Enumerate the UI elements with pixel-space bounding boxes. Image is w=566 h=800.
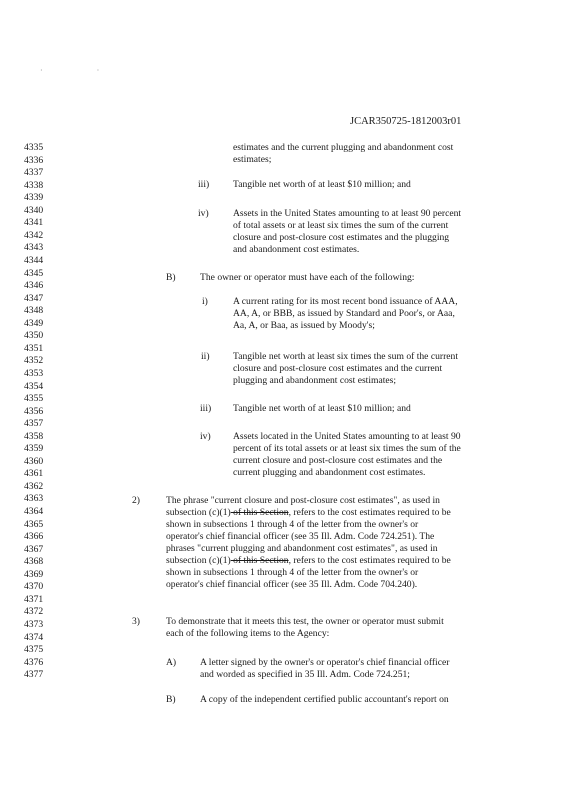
text-line: plugging and abandonment cost estimates; [233,375,397,386]
line-number: 4337 [24,167,44,179]
line-number: 4373 [24,618,44,630]
text-line: A current rating for its most recent bond issuance of AAA, [233,296,458,307]
text-line [166,555,451,567]
text-line: A copy of the independent certified public accountant's report on [200,694,449,705]
line-number: 4350 [24,330,44,342]
line-number: 4354 [24,380,44,392]
text-line: phrases "current plugging and abandonment cost estimates", as used in [166,543,438,554]
text-line: Assets in the United States amounting to at least 90 percent [233,208,462,219]
line-number: 4339 [24,192,44,204]
line-number: 4367 [24,543,44,555]
line-number: 4376 [24,656,44,668]
text-line [166,507,451,519]
line-number: 4365 [24,518,44,530]
list-marker: i) [202,296,208,307]
text-line: The owner or operator must have each of the following: [200,272,415,283]
list-marker: iv) [200,431,211,442]
line-number: 4372 [24,606,44,618]
text-line: current plugging and abandonment cost estimates. [233,467,426,478]
line-number: 4362 [24,480,44,492]
document-id: JCAR350725-1812003r01 [350,116,462,127]
line-number: 4347 [24,292,44,304]
text-line: estimates and the current plugging and abandonment cost [233,142,454,153]
text-line: each of the following items to the Agency: [166,628,330,639]
line-number: 4353 [24,367,44,379]
text-line: and worded as specified in 35 Ill. Adm. Code 724.251; [200,669,410,680]
text-line: Tangible net worth of at least $10 million; and [233,179,411,190]
line-number: 4351 [24,342,44,354]
list-marker: iii) [198,179,210,190]
line-number: 4355 [24,393,44,404]
text-line: Tangible net worth at least six times the sum of the current [233,351,458,362]
list-marker: ii) [201,351,210,362]
text-line: To demonstrate that it meets this test, the owner or operator must submit [166,616,444,627]
line-number: 4377 [24,669,44,681]
line-number: 4342 [24,229,44,241]
text-line: operator's chief financial officer (see 35 Ill. Adm. Code 704.240). [166,579,418,590]
text-line: and abandonment cost estimates. [233,244,360,255]
text-line: of total assets or at least six times the sum of the current [233,220,449,231]
list-marker: B) [166,694,176,705]
text-line: Assets located in the United States amounting to at least 90 [233,431,461,442]
text-line: closure and post-closure cost estimates and the current [233,363,443,374]
struck-text: of this Section [230,555,289,566]
line-number: 4358 [24,430,44,442]
line-number: 4338 [24,179,44,191]
list-marker: 3) [132,616,140,627]
text-line: estimates; [233,154,272,165]
text-run: subsection (c)(1) [166,507,231,518]
text-line: shown in subsections 1 through 4 of the letter from the owner's or [166,567,419,578]
list-marker: iv) [198,208,209,219]
line-number: 4364 [24,506,44,517]
line-number: 4375 [24,644,44,655]
line-number: 4340 [24,204,44,216]
line-number: 4366 [24,531,44,542]
line-number: 4335 [24,142,44,153]
line-number: 4348 [24,305,44,317]
line-number: 4360 [24,455,44,467]
text-line: percent of its total assets or at least six times the sum of the [233,443,461,454]
text-run: , refers to the cost estimates required to be [288,507,451,518]
text-line: current closure and post-closure cost estimates and the [233,455,443,466]
line-number: 4363 [24,493,44,505]
line-number: 4356 [24,405,44,417]
list-marker: A) [166,657,177,668]
line-number: 4345 [24,267,44,279]
text-line: The phrase "current closure and post-closure cost estimates", as used in [166,495,440,506]
text-line: shown in subsections 1 through 4 of the letter from the owner's or [166,519,419,530]
line-number: 4374 [24,631,44,643]
line-number: 4369 [24,568,44,580]
line-number: 4349 [24,317,44,329]
line-number: 4336 [24,154,44,166]
text-line: operator's chief financial officer (see 35 Ill. Adm. Code 724.251). The [166,531,435,542]
line-number: 4343 [24,242,44,254]
text-line: A letter signed by the owner's or operator's chief financial officer [200,657,450,668]
line-number: 4341 [24,217,44,229]
text-run: subsection (c)(1) [166,555,231,566]
scan-artifact: · · [40,66,126,75]
line-number: 4371 [24,593,44,605]
list-marker: iii) [200,403,212,414]
line-number: 4359 [24,443,44,455]
line-number: 4370 [24,581,44,593]
line-number: 4352 [24,355,44,367]
text-line: Aa, A, or Baa, as issued by Moody's; [233,320,375,331]
line-number: 4368 [24,556,44,568]
line-number: 4346 [24,280,44,292]
text-line: closure and post-closure cost estimates and the plugging [233,232,450,243]
line-number: 4344 [24,254,44,266]
struck-text: of this Section [230,507,289,518]
line-number: 4357 [24,418,44,430]
list-marker: B) [166,272,176,283]
text-line: AA, A, or BBB, as issued by Standard and Poor's, or Aaa, [233,308,455,319]
text-line: Tangible net worth of at least $10 million; and [233,403,411,414]
text-run: , refers to the cost estimates required to be [288,555,451,566]
line-number: 4361 [24,468,44,480]
list-marker: 2) [132,495,140,506]
